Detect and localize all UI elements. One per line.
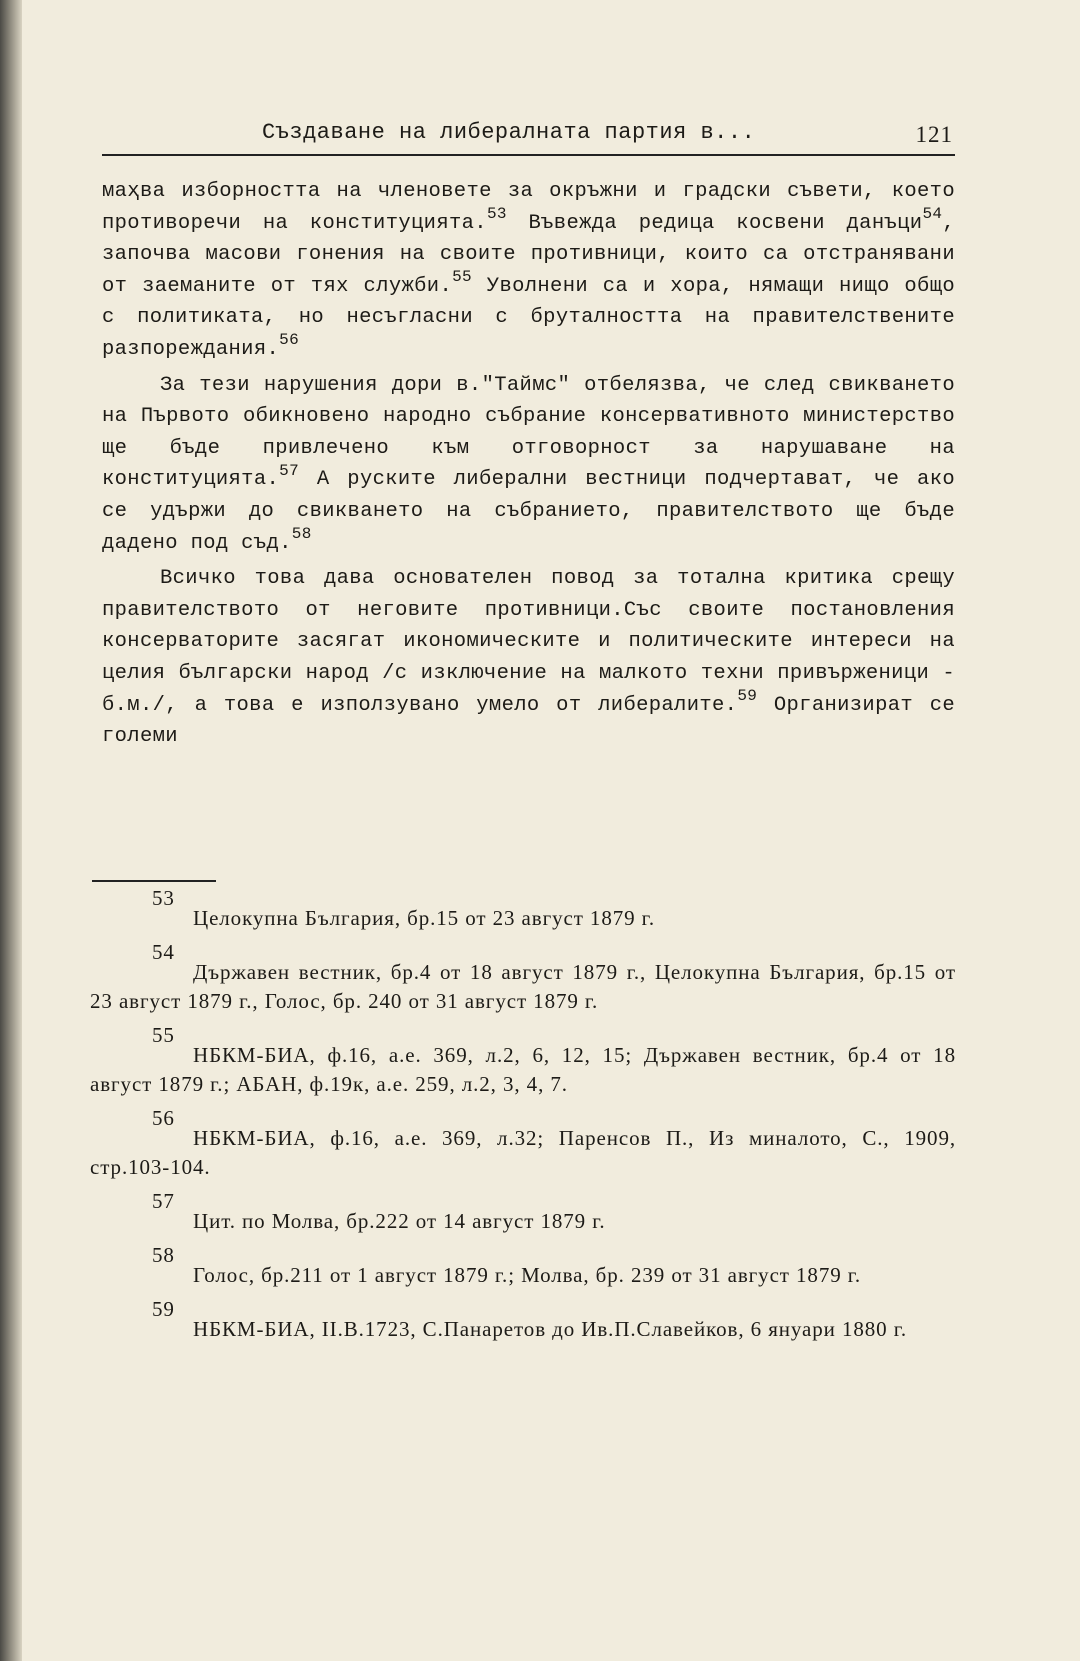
text-run: Организират се големи — [102, 693, 956, 749]
footnote — [90, 942, 956, 1016]
footnote-ref[interactable]: 55 — [452, 267, 473, 286]
footnote-number: 55 — [152, 1023, 175, 1047]
footnote-number: 57 — [152, 1189, 175, 1213]
footnote-ref[interactable]: 53 — [486, 204, 507, 223]
footnote — [90, 1191, 956, 1236]
text-run: За тези нарушения дори в."Таймс" отбелязва, че след свикването на Първото обикновено народно събрание консервативното министерство ще бъде привлечено към отговорност за нарушаване на конституцията. — [102, 373, 955, 492]
footnote-text: НБКМ-БИА, ф.16, а.е. 369, л.2, 6, 12, 15; Държавен вестник, бр.4 от 18 август 1879 г.; АБАН, ф.19к, а.е. 259, л.2, 3, 4, 7. — [90, 1043, 956, 1096]
footnote-separator — [92, 880, 216, 882]
footnote-text: Целокупна България, бр.15 от 23 август 1879 г. — [193, 906, 655, 930]
footnote — [90, 1245, 956, 1290]
footnote-text: НБКМ-БИА, ф.16, а.е. 369, л.32; Паренсов П., Из миналото, С., 1909, стр.103-104. — [90, 1126, 956, 1179]
main-text — [102, 176, 955, 753]
text-run: Всичко това дава основателен повод за тотална критика срещу правителството от неговите противници.Със своите постановления консерваторите засягат икономическите и политическите интереси на целия български народ /с изключение на малкото техни привърженици - б.м./, а това е използувано умело от либералите. — [102, 567, 955, 717]
scan-binding-edge — [0, 0, 22, 1661]
text-run: Въвежда редица косвени данъци — [506, 211, 923, 235]
page-header — [102, 118, 955, 156]
footnote-number: 56 — [152, 1106, 175, 1130]
footnote-ref[interactable]: 57 — [279, 461, 300, 480]
footnote — [90, 1299, 956, 1344]
footnote-ref[interactable]: 58 — [291, 524, 312, 543]
footnote-text: Голос, бр.211 от 1 август 1879 г.; Молва, бр. 239 от 31 август 1879 г. — [193, 1263, 862, 1287]
footnote-number: 53 — [152, 886, 175, 910]
footnote — [90, 1025, 956, 1099]
book-page — [22, 0, 1080, 1661]
footnote — [90, 1108, 956, 1182]
text-run: маҳва изборността на членовете за окръжни и градски съвети, което противоречи на конституцията. — [102, 180, 955, 235]
footnote-text: НБКМ-БИА, II.В.1723, С.Панаретов до Ив.П.Славейков, 6 януари 1880 г. — [193, 1317, 907, 1341]
footnote-ref[interactable]: 59 — [737, 686, 758, 705]
running-title: Създаване на либералната партия в... — [262, 120, 756, 145]
paragraph-2 — [102, 370, 955, 560]
footnote-text: Държавен вестник, бр.4 от 18 август 1879 г., Целокупна България, бр.15 от 23 август 1879 г., Голос, бр. 240 от 31 август 1879 г. — [90, 960, 956, 1013]
text-run: Уволнени са и хора, нямащи нищо общо с политиката, но несъгласни с бруталността на правителствените разпореждания. — [102, 274, 956, 361]
text-run: А руските либерални вестници подчертават, че ако се удържи до свикването на събранието, правителството ще бъде дадено под съд. — [102, 468, 955, 555]
footnote-text: Цит. по Молва, бр.222 от 14 август 1879 г. — [193, 1209, 606, 1233]
footnote — [90, 888, 956, 933]
footnotes-section — [90, 888, 956, 1353]
paragraph-1 — [102, 176, 955, 366]
footnote-ref[interactable]: 54 — [922, 204, 943, 223]
footnote-number: 58 — [152, 1243, 175, 1267]
footnote-ref[interactable]: 56 — [279, 331, 300, 350]
footnote-number: 54 — [152, 940, 175, 964]
text-run: , започва масови гонения на своите противници, които са отстранявани от заеманите от тях служби. — [102, 211, 955, 298]
paragraph-3 — [102, 563, 955, 753]
footnote-number: 59 — [152, 1297, 175, 1321]
page-number: 121 — [915, 122, 953, 147]
